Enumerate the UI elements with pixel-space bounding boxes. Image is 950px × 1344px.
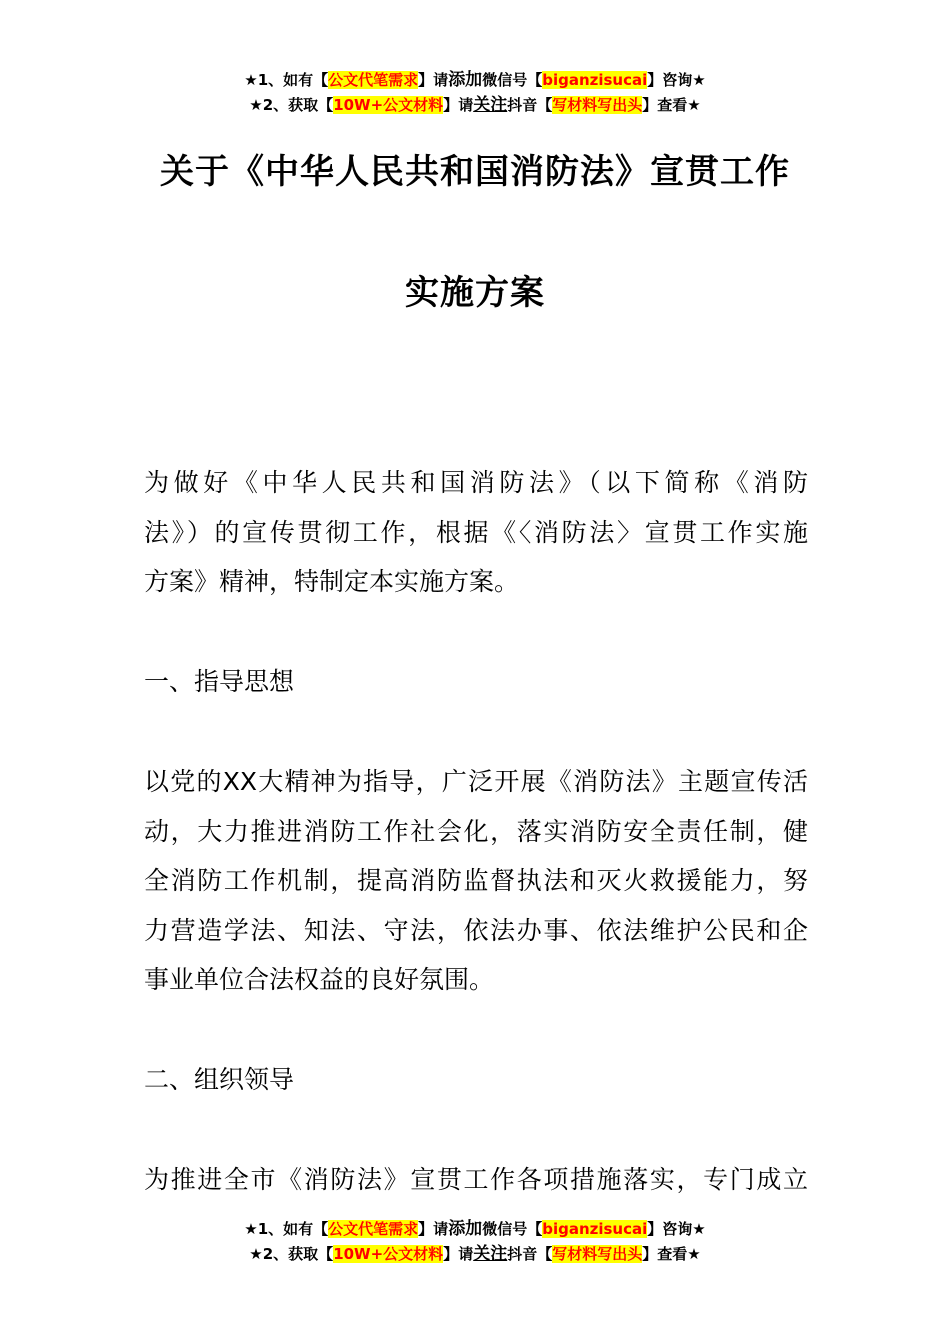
paragraph-line: 法》）的宣传贯彻工作，根据《〈消防法〉宣贯工作实施 (144, 517, 808, 547)
banner-highlight: biganzisucai (542, 71, 648, 89)
banner-emphasis: 关注 (473, 95, 508, 115)
banner-text: 】请 (443, 96, 474, 114)
banner-highlight: 公文代笔需求 (328, 1220, 419, 1238)
banner-highlight: 写材料写出头 (552, 96, 643, 114)
banner-highlight: 10W+公文材料 (333, 1245, 444, 1263)
banner-highlight: 公文代笔需求 (328, 71, 419, 89)
paragraph-line: 以党的XX大精神为指导，广泛开展《消防法》主题宣传活 (144, 767, 808, 796)
banner-text: 】请 (418, 71, 449, 89)
banner-text: 】咨询★ (647, 71, 706, 89)
banner-line-2 (0, 93, 950, 118)
bottom-banner (0, 1217, 950, 1267)
banner-line-1 (0, 1217, 950, 1242)
top-banner (0, 68, 950, 118)
banner-text: 抖音【 (507, 1245, 553, 1263)
paragraph-line: 为推进全市《消防法》宣贯工作各项措施落实，专门成立 (144, 1165, 808, 1194)
paragraph-line: 为做好《中华人民共和国消防法》（以下简称《消防 (144, 468, 808, 497)
section2-paragraph (144, 1155, 808, 1205)
banner-text: 】查看★ (642, 96, 701, 114)
section-heading-organization: 二、组织领导 (144, 1065, 295, 1094)
document-title-line-1: 关于《中华人民共和国消防法》宣贯工作 (160, 152, 790, 192)
banner-line-2 (0, 1242, 950, 1267)
banner-text: ★1、如有【 (244, 1220, 329, 1238)
banner-highlight: 10W+公文材料 (333, 96, 444, 114)
banner-highlight: biganzisucai (542, 1220, 648, 1238)
banner-text: ★2、获取【 (249, 1245, 334, 1263)
paragraph-line: 力营造学法、知法、守法，依法办事、依法维护公民和企 (144, 915, 808, 945)
banner-text: ★1、如有【 (244, 71, 329, 89)
paragraph-line: 方案》精神，特制定本实施方案。 (144, 567, 520, 596)
document-title-line-2: 实施方案 (405, 273, 545, 313)
banner-text: 微信号【 (482, 1220, 543, 1238)
banner-line-1 (0, 68, 950, 93)
banner-text: 】请 (418, 1220, 449, 1238)
section1-paragraph (144, 757, 808, 1005)
paragraph-line: 动，大力推进消防工作社会化，落实消防安全责任制，健 (144, 816, 808, 846)
paragraph-line: 事业单位合法权益的良好氛围。 (144, 965, 495, 994)
banner-text: 】请 (443, 1245, 474, 1263)
banner-text: 抖音【 (507, 96, 553, 114)
banner-highlight: 写材料写出头 (552, 1245, 643, 1263)
intro-paragraph (144, 458, 808, 607)
paragraph-line: 全消防工作机制，提高消防监督执法和灭火救援能力，努 (144, 866, 808, 895)
banner-text: 】咨询★ (647, 1220, 706, 1238)
section-heading-guiding-ideology: 一、指导思想 (144, 667, 295, 696)
banner-text: 】查看★ (642, 1245, 701, 1263)
banner-text: ★2、获取【 (249, 96, 334, 114)
banner-emphasis: 添加 (448, 70, 483, 90)
banner-emphasis: 关注 (473, 1244, 508, 1264)
banner-emphasis: 添加 (448, 1219, 483, 1239)
banner-text: 微信号【 (482, 71, 543, 89)
